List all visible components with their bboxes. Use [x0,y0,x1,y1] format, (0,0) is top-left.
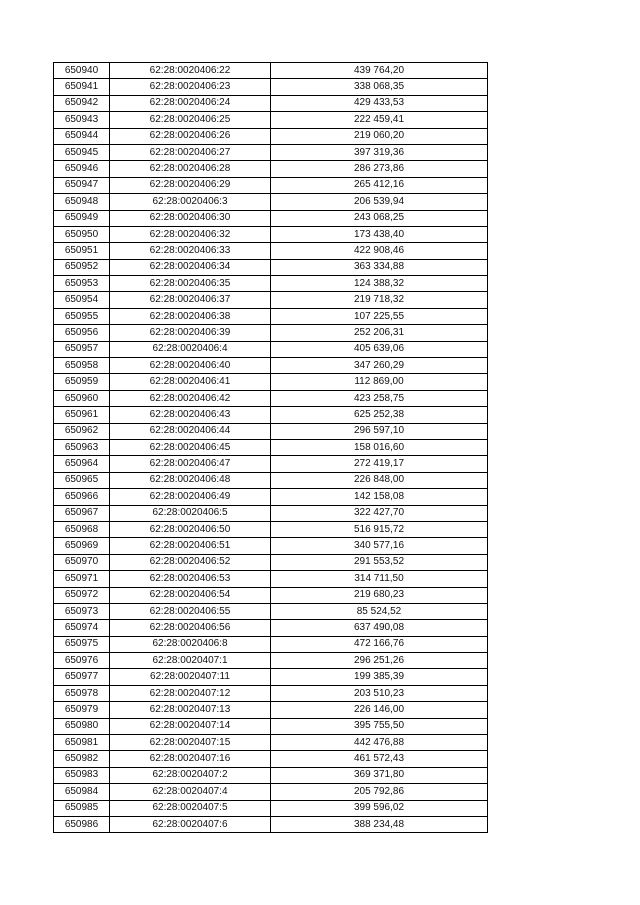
value-cell: 472 166,76 [271,636,488,652]
cadastral-number-cell: 62:28:0020406:32 [110,226,271,242]
cadastral-number-cell: 62:28:0020406:25 [110,112,271,128]
cadastral-number-cell: 62:28:0020406:52 [110,554,271,570]
value-cell: 243 068,25 [271,210,488,226]
cadastral-number-cell: 62:28:0020407:1 [110,653,271,669]
row-number-cell: 650951 [54,243,110,259]
row-number-cell: 650957 [54,341,110,357]
row-number-cell: 650984 [54,784,110,800]
table-row [54,554,488,570]
table-row [54,489,488,505]
row-number-cell: 650948 [54,194,110,210]
table-row [54,521,488,537]
row-number-cell: 650950 [54,226,110,242]
value-cell: 314 711,50 [271,571,488,587]
row-number-cell: 650945 [54,144,110,160]
table-row [54,472,488,488]
row-number-cell: 650946 [54,161,110,177]
cadastral-number-cell: 62:28:0020406:47 [110,456,271,472]
row-number-cell: 650966 [54,489,110,505]
cadastral-number-cell: 62:28:0020406:51 [110,538,271,554]
cadastral-number-cell: 62:28:0020406:26 [110,128,271,144]
value-cell: 272 419,17 [271,456,488,472]
row-number-cell: 650970 [54,554,110,570]
table-row [54,276,488,292]
row-number-cell: 650967 [54,505,110,521]
value-cell: 363 334,88 [271,259,488,275]
value-cell: 219 680,23 [271,587,488,603]
value-cell: 423 258,75 [271,390,488,406]
value-cell: 625 252,38 [271,407,488,423]
value-cell: 265 412,16 [271,177,488,193]
cadastral-number-cell: 62:28:0020406:23 [110,79,271,95]
value-cell: 340 577,16 [271,538,488,554]
value-cell: 252 206,31 [271,325,488,341]
row-number-cell: 650959 [54,374,110,390]
row-number-cell: 650980 [54,718,110,734]
row-number-cell: 650947 [54,177,110,193]
value-cell: 296 251,26 [271,653,488,669]
value-cell: 338 068,35 [271,79,488,95]
value-cell: 296 597,10 [271,423,488,439]
value-cell: 322 427,70 [271,505,488,521]
row-number-cell: 650969 [54,538,110,554]
table-row [54,816,488,832]
table-row [54,79,488,95]
cadastral-number-cell: 62:28:0020406:38 [110,308,271,324]
row-number-cell: 650979 [54,702,110,718]
cadastral-number-cell: 62:28:0020406:53 [110,571,271,587]
table-row [54,751,488,767]
cadastral-number-cell: 62:28:0020407:6 [110,816,271,832]
cadastral-number-cell: 62:28:0020406:27 [110,144,271,160]
cadastral-number-cell: 62:28:0020406:28 [110,161,271,177]
value-cell: 429 433,53 [271,95,488,111]
cadastral-number-cell: 62:28:0020406:34 [110,259,271,275]
table-row [54,95,488,111]
table-row [54,456,488,472]
value-cell: 439 764,20 [271,63,488,79]
table-row [54,718,488,734]
value-cell: 85 524,52 [271,603,488,619]
table-row [54,784,488,800]
value-cell: 516 915,72 [271,521,488,537]
cadastral-number-cell: 62:28:0020407:15 [110,735,271,751]
value-cell: 219 060,20 [271,128,488,144]
table-row [54,571,488,587]
value-cell: 405 639,06 [271,341,488,357]
cadastral-number-cell: 62:28:0020406:8 [110,636,271,652]
table-row [54,669,488,685]
cadastral-number-cell: 62:28:0020407:11 [110,669,271,685]
value-cell: 347 260,29 [271,358,488,374]
cadastral-number-cell: 62:28:0020406:44 [110,423,271,439]
value-cell: 199 385,39 [271,669,488,685]
row-number-cell: 650968 [54,521,110,537]
cadastral-number-cell: 62:28:0020406:40 [110,358,271,374]
table-row [54,63,488,79]
cadastral-number-cell: 62:28:0020406:24 [110,95,271,111]
row-number-cell: 650974 [54,620,110,636]
row-number-cell: 650941 [54,79,110,95]
cadastral-number-cell: 62:28:0020406:48 [110,472,271,488]
table-row [54,702,488,718]
row-number-cell: 650952 [54,259,110,275]
cadastral-number-cell: 62:28:0020406:43 [110,407,271,423]
value-cell: 399 596,02 [271,800,488,816]
value-cell: 158 016,60 [271,439,488,455]
row-number-cell: 650981 [54,735,110,751]
row-number-cell: 650954 [54,292,110,308]
table-row [54,423,488,439]
table-row [54,259,488,275]
cadastral-number-cell: 62:28:0020406:30 [110,210,271,226]
table-row [54,603,488,619]
cadastral-number-cell: 62:28:0020406:4 [110,341,271,357]
table-row [54,226,488,242]
cadastral-number-cell: 62:28:0020406:50 [110,521,271,537]
cadastral-number-cell: 62:28:0020407:4 [110,784,271,800]
value-cell: 397 319,36 [271,144,488,160]
row-number-cell: 650961 [54,407,110,423]
cadastral-number-cell: 62:28:0020406:3 [110,194,271,210]
value-cell: 369 371,80 [271,767,488,783]
table-row [54,800,488,816]
table-body [54,63,488,833]
row-number-cell: 650972 [54,587,110,603]
cadastral-number-cell: 62:28:0020407:13 [110,702,271,718]
table-row [54,587,488,603]
cadastral-number-cell: 62:28:0020406:55 [110,603,271,619]
value-cell: 226 848,00 [271,472,488,488]
row-number-cell: 650943 [54,112,110,128]
row-number-cell: 650962 [54,423,110,439]
table-row [54,505,488,521]
cadastral-number-cell: 62:28:0020407:14 [110,718,271,734]
cadastral-value-table [53,62,488,833]
value-cell: 637 490,08 [271,620,488,636]
table-row [54,128,488,144]
table-row [54,636,488,652]
value-cell: 206 539,94 [271,194,488,210]
table-row [54,341,488,357]
row-number-cell: 650982 [54,751,110,767]
cadastral-number-cell: 62:28:0020406:56 [110,620,271,636]
table-row [54,620,488,636]
row-number-cell: 650963 [54,439,110,455]
cadastral-number-cell: 62:28:0020406:49 [110,489,271,505]
row-number-cell: 650973 [54,603,110,619]
row-number-cell: 650956 [54,325,110,341]
cadastral-number-cell: 62:28:0020406:35 [110,276,271,292]
table-row [54,407,488,423]
row-number-cell: 650965 [54,472,110,488]
cadastral-number-cell: 62:28:0020406:42 [110,390,271,406]
table-row [54,112,488,128]
cadastral-number-cell: 62:28:0020406:5 [110,505,271,521]
row-number-cell: 650944 [54,128,110,144]
table-row [54,210,488,226]
row-number-cell: 650949 [54,210,110,226]
value-cell: 222 459,41 [271,112,488,128]
row-number-cell: 650975 [54,636,110,652]
cadastral-number-cell: 62:28:0020407:2 [110,767,271,783]
row-number-cell: 650964 [54,456,110,472]
row-number-cell: 650958 [54,358,110,374]
row-number-cell: 650978 [54,685,110,701]
value-cell: 142 158,08 [271,489,488,505]
cadastral-number-cell: 62:28:0020406:45 [110,439,271,455]
value-cell: 219 718,32 [271,292,488,308]
table-row [54,243,488,259]
row-number-cell: 650983 [54,767,110,783]
cadastral-number-cell: 62:28:0020407:12 [110,685,271,701]
row-number-cell: 650953 [54,276,110,292]
value-cell: 461 572,43 [271,751,488,767]
row-number-cell: 650955 [54,308,110,324]
cadastral-number-cell: 62:28:0020407:16 [110,751,271,767]
row-number-cell: 650960 [54,390,110,406]
table-row [54,685,488,701]
value-cell: 203 510,23 [271,685,488,701]
cadastral-number-cell: 62:28:0020406:39 [110,325,271,341]
cadastral-number-cell: 62:28:0020406:41 [110,374,271,390]
row-number-cell: 650976 [54,653,110,669]
table-row [54,292,488,308]
value-cell: 112 869,00 [271,374,488,390]
row-number-cell: 650977 [54,669,110,685]
row-number-cell: 650971 [54,571,110,587]
row-number-cell: 650942 [54,95,110,111]
cadastral-number-cell: 62:28:0020406:33 [110,243,271,259]
table-row [54,439,488,455]
cadastral-number-cell: 62:28:0020406:54 [110,587,271,603]
table-row [54,325,488,341]
cadastral-number-cell: 62:28:0020406:37 [110,292,271,308]
value-cell: 395 755,50 [271,718,488,734]
table-row [54,767,488,783]
value-cell: 286 273,86 [271,161,488,177]
value-cell: 226 146,00 [271,702,488,718]
row-number-cell: 650940 [54,63,110,79]
value-cell: 107 225,55 [271,308,488,324]
value-cell: 173 438,40 [271,226,488,242]
table-row [54,538,488,554]
row-number-cell: 650986 [54,816,110,832]
cadastral-number-cell: 62:28:0020407:5 [110,800,271,816]
cadastral-number-cell: 62:28:0020406:29 [110,177,271,193]
value-cell: 388 234,48 [271,816,488,832]
table-row [54,161,488,177]
table-row [54,308,488,324]
table-row [54,194,488,210]
value-cell: 442 476,88 [271,735,488,751]
value-cell: 124 388,32 [271,276,488,292]
value-cell: 205 792,86 [271,784,488,800]
cadastral-number-cell: 62:28:0020406:22 [110,63,271,79]
value-cell: 291 553,52 [271,554,488,570]
table-row [54,144,488,160]
row-number-cell: 650985 [54,800,110,816]
table-row [54,653,488,669]
table-row [54,735,488,751]
table-row [54,177,488,193]
table-row [54,390,488,406]
table-row [54,358,488,374]
value-cell: 422 908,46 [271,243,488,259]
table-row [54,374,488,390]
